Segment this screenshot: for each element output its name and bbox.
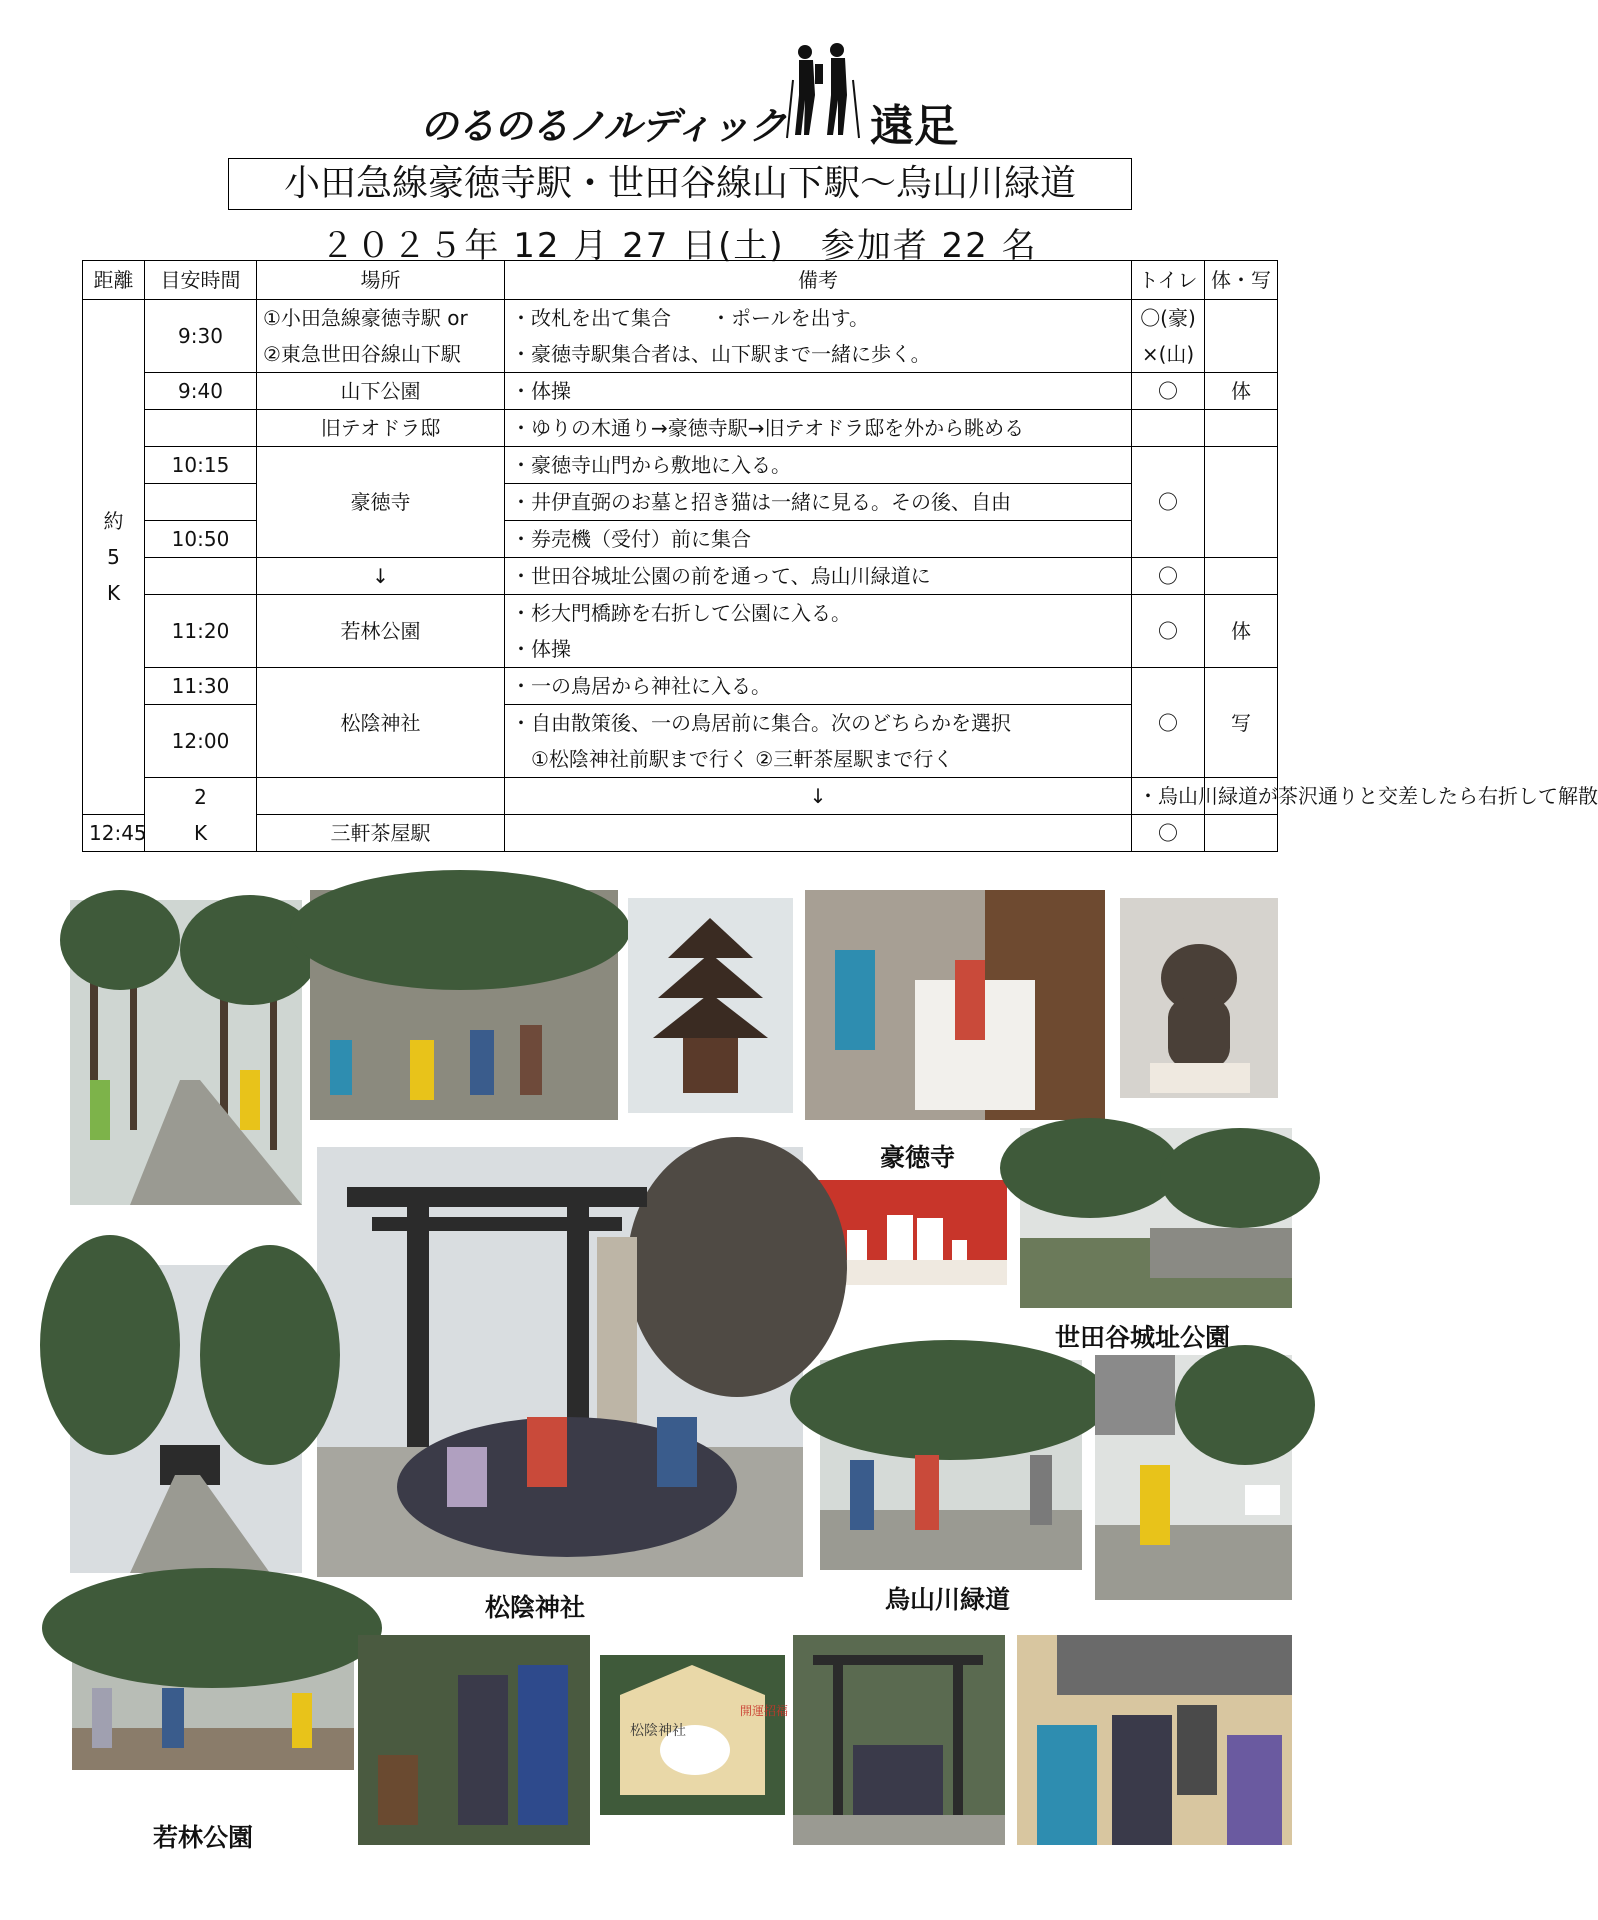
time-cell: 11:30 [145, 668, 257, 705]
note-cell: ・体操 [505, 373, 1132, 410]
note-cell: ・改札を出て集合 ・ポールを出す。 ・豪徳寺駅集合者は、山下駅まで一緒に歩く。 [505, 300, 1132, 373]
caption-karasuyama: 烏山川緑道 [885, 1585, 1011, 1614]
table-row [83, 410, 1278, 447]
place-cell: 若林公園 [257, 595, 505, 668]
table-row [83, 300, 1278, 373]
table-row [83, 558, 1278, 595]
photo-ema-plaque [600, 1655, 789, 1815]
ensoku-title: 遠足 [870, 101, 958, 152]
time-cell: 12:00 [145, 705, 257, 778]
photo-stretching [358, 1635, 590, 1845]
table-header-row [83, 261, 1278, 300]
table-row [83, 595, 1278, 668]
time-cell: 10:15 [145, 447, 257, 484]
note-cell: ・世田谷城址公園の前を通って、烏山川緑道に [505, 558, 1132, 595]
photo-setagaya-castle-park [1020, 1128, 1292, 1308]
table-row [83, 668, 1278, 705]
caption-shoin: 松陰神社 [485, 1593, 586, 1622]
route-title: 小田急線豪徳寺駅・世田谷線山下駅〜烏山川緑道 [228, 158, 1132, 210]
tai-cell [1205, 410, 1278, 447]
photo-forest-path [70, 900, 302, 1205]
caption-wakabayashi: 若林公園 [153, 1823, 254, 1852]
tai-cell: 写 [1205, 668, 1278, 778]
tai-cell [1205, 300, 1278, 373]
col-place: 場所 [257, 261, 505, 300]
time-cell [145, 558, 257, 595]
tai-cell [1205, 815, 1278, 852]
time-cell: 9:30 [145, 300, 257, 373]
toilet-cell: 〇 [1132, 595, 1205, 668]
col-note: 備考 [505, 261, 1132, 300]
tai-cell: 体 [1205, 595, 1278, 668]
note-cell: ・自由散策後、一の鳥居前に集合。次のどちらかを選択 ①松陰神社前駅まで行く ②三軒茶屋駅まで行く [505, 705, 1132, 778]
photo-wakabayashi-park [72, 1598, 354, 1770]
toilet-cell: 〇 [1132, 815, 1205, 852]
place-cell: 山下公園 [257, 373, 505, 410]
tai-cell: 体 [1205, 373, 1278, 410]
photo-torii-walk [793, 1635, 1005, 1845]
place-cell: 豪徳寺 [257, 447, 505, 558]
hikers-logo-icon [775, 40, 875, 140]
distance-cell: 約 5 K [83, 300, 145, 815]
col-time: 目安時間 [145, 261, 257, 300]
place-cell: 松陰神社 [257, 668, 505, 778]
col-exercise-photo: 体・写 [1205, 261, 1278, 300]
table-row [83, 815, 1278, 852]
toilet-cell: 〇(豪) ×(山) [1132, 300, 1205, 373]
col-distance: 距離 [83, 261, 145, 300]
place-cell: 旧テオドラ邸 [257, 410, 505, 447]
schedule-table [82, 260, 1598, 852]
tai-cell [1205, 558, 1278, 595]
brand-title: のるのるノルディック [420, 104, 786, 148]
photo-karasuyama-path [1095, 1355, 1292, 1600]
note-cell [505, 815, 1132, 852]
photo-karasuyama-walk [820, 1360, 1082, 1570]
caption-setagaya-castle: 世田谷城址公園 [1055, 1323, 1231, 1352]
photo-shoin-gate-path [70, 1265, 302, 1573]
note-cell: ・ゆりの木通り→豪徳寺駅→旧テオドラ邸を外から眺める [505, 410, 1132, 447]
toilet-cell: 〇 [1132, 668, 1205, 778]
note-cell: ・券売機（受付）前に集合 [505, 521, 1132, 558]
table-row [83, 778, 1278, 815]
photo-shoin-statue [1017, 1635, 1292, 1845]
date-participants: ２０２５年 12 月 27 日(土) 参加者 22 名 [320, 226, 1038, 266]
place-cell: ↓ [257, 558, 505, 595]
time-cell [145, 484, 257, 521]
photo-cat-statue [1120, 898, 1278, 1098]
caption-gotokuji: 豪徳寺 [880, 1143, 956, 1172]
note-cell: ・烏山川緑道が茶沢通りと交差したら右折して解散 [1132, 778, 1205, 815]
place-cell: ①小田急線豪徳寺駅 or ②東急世田谷線山下駅 [257, 300, 505, 373]
toilet-cell: 〇 [1132, 558, 1205, 595]
photo-maneki-neko-shelf [805, 890, 1105, 1120]
photo-pagoda [628, 898, 793, 1113]
toilet-cell [1132, 410, 1205, 447]
note-cell: ・豪徳寺山門から敷地に入る。 [505, 447, 1132, 484]
note-cell: ・一の鳥居から神社に入る。 [505, 668, 1132, 705]
table-row [83, 447, 1278, 484]
toilet-cell: 〇 [1132, 373, 1205, 410]
time-cell: 12:45 [83, 815, 145, 852]
toilet-cell: 〇 [1132, 447, 1205, 558]
time-cell: 10:50 [145, 521, 257, 558]
place-cell: 三軒茶屋駅 [257, 815, 505, 852]
ema-right-text: 開運招福 [740, 1704, 789, 1718]
ema-left-text: 松陰神社 [630, 1723, 686, 1739]
distance-cell: 2 K [145, 778, 257, 852]
note-cell: ・杉大門橋跡を右折して公園に入る。 ・体操 [505, 595, 1132, 668]
note-cell: ・井伊直弼のお墓と招き猫は一緒に見る。その後、自由 [505, 484, 1132, 521]
photo-shoin-group [317, 1147, 803, 1577]
time-cell [257, 778, 505, 815]
tai-cell [1205, 447, 1278, 558]
col-toilet: トイレ [1132, 261, 1205, 300]
photo-temple-grounds [310, 890, 618, 1120]
time-cell: 9:40 [145, 373, 257, 410]
place-cell: ↓ [505, 778, 1132, 815]
time-cell [145, 410, 257, 447]
table-row [83, 373, 1278, 410]
time-cell: 11:20 [145, 595, 257, 668]
